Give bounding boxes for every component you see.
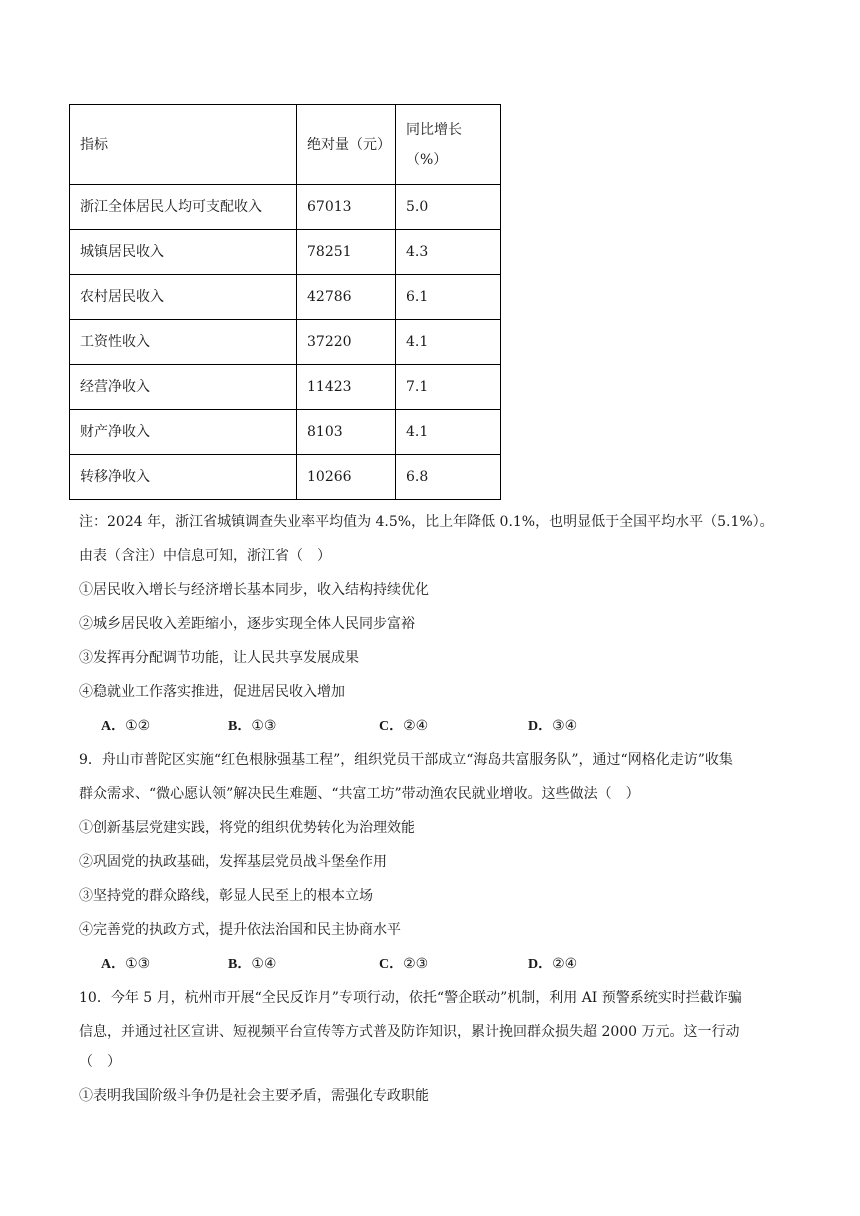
- header-amount: 绝对量（元）: [297, 105, 396, 185]
- table-row: [70, 320, 501, 365]
- row-name: 城镇居民收入: [70, 230, 297, 275]
- q9-item-1: ①创新基层党建实践，将党的组织优势转化为治理效能: [79, 820, 415, 836]
- q9-option-c[interactable]: [379, 954, 428, 975]
- table-header-row: [70, 105, 501, 185]
- income-table: [69, 104, 501, 500]
- option-label: B．: [228, 957, 252, 972]
- row-name: 经营净收入: [70, 365, 297, 410]
- q8-item-2: ②城乡居民收入差距缩小，逐步实现全体人民同步富裕: [79, 616, 415, 632]
- row-name: 农村居民收入: [70, 275, 297, 320]
- option-text: ②④: [403, 718, 429, 734]
- header-growth: [396, 105, 501, 185]
- option-text: ①②: [125, 718, 151, 734]
- q9-item-2: ②巩固党的执政基础，发挥基层党员战斗堡垒作用: [79, 854, 387, 870]
- option-label: A．: [101, 719, 126, 734]
- row-growth: 4.1: [396, 410, 501, 455]
- header-growth-line1: 同比增长: [406, 121, 462, 138]
- q8-item-4: ④稳就业工作落实推进，促进居民收入增加: [79, 684, 345, 700]
- option-label: B．: [228, 719, 252, 734]
- row-amount: 11423: [297, 365, 396, 410]
- option-label: A．: [101, 957, 126, 972]
- table-row: [70, 455, 501, 500]
- row-growth: 5.0: [396, 185, 501, 230]
- row-amount: 37220: [297, 320, 396, 365]
- row-amount: 67013: [297, 185, 396, 230]
- table-row: [70, 230, 501, 275]
- row-growth: 6.1: [396, 275, 501, 320]
- option-text: ③④: [552, 718, 578, 734]
- row-growth: 6.8: [396, 455, 501, 500]
- row-amount: 8103: [297, 410, 396, 455]
- option-text: ②④: [552, 956, 578, 972]
- row-name: 工资性收入: [70, 320, 297, 365]
- row-name: 浙江全体居民人均可支配收入: [70, 185, 297, 230]
- row-name: 转移净收入: [70, 455, 297, 500]
- q9-option-d[interactable]: [528, 954, 577, 975]
- q9-item-4: ④完善党的执政方式，提升依法治国和民主协商水平: [79, 922, 401, 938]
- table-row: [70, 185, 501, 230]
- table-row: [70, 410, 501, 455]
- row-name: 财产净收入: [70, 410, 297, 455]
- option-text: ①③: [125, 956, 151, 972]
- q8-option-b[interactable]: [228, 716, 276, 737]
- row-amount: 78251: [297, 230, 396, 275]
- q10-item-1: ①表明我国阶级斗争仍是社会主要矛盾，需强化专政职能: [79, 1088, 429, 1104]
- q8-option-d[interactable]: [528, 716, 577, 737]
- q9-item-3: ③坚持党的群众路线，彰显人民至上的根本立场: [79, 888, 373, 904]
- q10-stem-line1: 10．今年 5 月，杭州市开展“全民反诈月”专项行动，依托“警企联动”机制，利用 AI 预警系统实时拦截诈骗: [79, 990, 742, 1006]
- row-growth: 4.3: [396, 230, 501, 275]
- q9-option-a[interactable]: [101, 954, 150, 975]
- q10-stem-line3: （ ）: [79, 1054, 121, 1070]
- header-indicator: 指标: [70, 105, 297, 185]
- q9-option-b[interactable]: [228, 954, 276, 975]
- row-amount: 42786: [297, 275, 396, 320]
- q8-item-3: ③发挥再分配调节功能，让人民共享发展成果: [79, 650, 359, 666]
- q9-stem-line1: 9．舟山市普陀区实施“红色根脉强基工程”，组织党员干部成立“海岛共富服务队”，通过“网格化走访”收集: [79, 752, 733, 768]
- q8-option-c[interactable]: [379, 716, 428, 737]
- q10-stem-line2: 信息，并通过社区宣讲、短视频平台宣传等方式普及防诈知识，累计挽回群众损失超 2000 万元。这一行动: [79, 1024, 740, 1040]
- option-label: D．: [528, 957, 553, 972]
- q8-item-1: ①居民收入增长与经济增长基本同步，收入结构持续优化: [79, 582, 429, 598]
- table-row: [70, 365, 501, 410]
- row-amount: 10266: [297, 455, 396, 500]
- option-text: ②③: [403, 956, 429, 972]
- option-label: C．: [379, 719, 404, 734]
- q8-stem: 由表（含注）中信息可知，浙江省（ ）: [79, 548, 331, 564]
- table-row: [70, 275, 501, 320]
- header-growth-line2: （%）: [406, 151, 448, 168]
- q8-option-a[interactable]: [101, 716, 150, 737]
- q9-stem-line2: 群众需求、“微心愿认领”解决民生难题、“共富工坊”带动渔农民就业增收。这些做法（ ）: [79, 786, 640, 802]
- option-label: D．: [528, 719, 553, 734]
- table-note: 注：2024 年，浙江省城镇调查失业率平均值为 4.5%，比上年降低 0.1%，也明显低于全国平均水平（5.1%）。: [79, 514, 774, 530]
- option-text: ①④: [251, 956, 277, 972]
- option-text: ①③: [251, 718, 277, 734]
- row-growth: 7.1: [396, 365, 501, 410]
- option-label: C．: [379, 957, 404, 972]
- row-growth: 4.1: [396, 320, 501, 365]
